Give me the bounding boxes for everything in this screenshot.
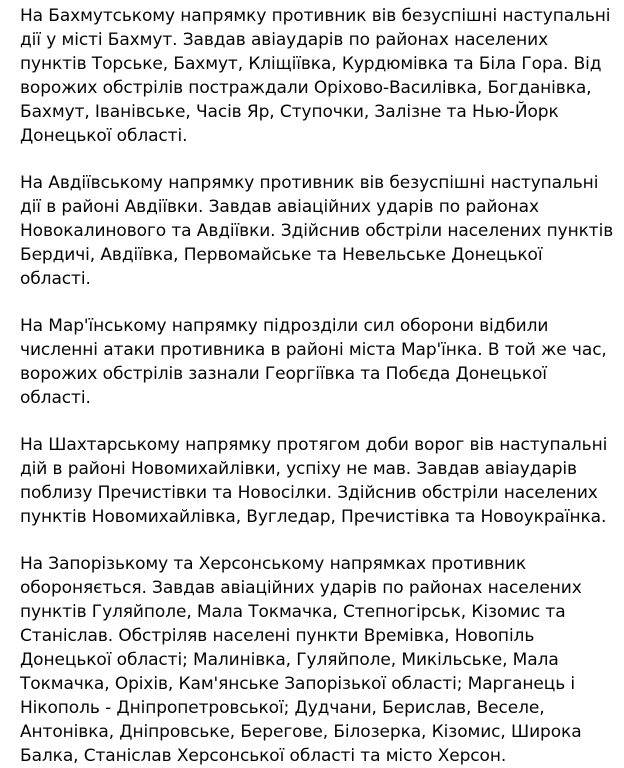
paragraph-marinka: На Мар'їнському напрямку підрозділи сил оборони відбили численні атаки противника в районі міста Мар'їнка. В той же час, ворожих обстрілів зазнали Георгіївка та Побєда Донецької області.: [20, 316, 607, 408]
paragraph-avdiivka: На Авдіївському напрямку противник вів безуспішні наступальні дії в районі Авдіївки. Завдав авіаційних ударів по районах Новокалинового та Авдіївки. Здійснив обстріли населених пунктів Бердичі, Авдіївка, Первомайське та Невельське Донецької області.: [20, 173, 614, 289]
paragraph-bakhmut: На Бахмутському напрямку противник вів безуспішні наступальні дії у місті Бахмут. Завдав авіаударів по районах населених пунктів Торське, Бахмут, Кліщіївка, Курдюмівка та Біла Гора. Від ворожих обстрілів постраждали Оріхово-Василівка, Богданівка, Бахмут, Іванівське, Часів Яр, Ступочки, Залізне та Нью-Йорк Донецької області.: [20, 6, 611, 146]
paragraph-shakhtarsk: На Шахтарському напрямку протягом доби ворог вів наступальні дій в районі Новомихайлівки, успіху не мав. Завдав авіаударів поблизу Пречистівки та Новосілки. Здійснив обстріли населених пунктів Новомихайлівка, Вугледар, Пречистівка та Новоукраїнка.: [20, 435, 608, 527]
paragraph-zaporizhzhia-kherson: На Запорізькому та Херсонському напрямках противник обороняється. Завдав авіаційних ударів по районах населених пунктів Гуляйполе, Мала Токмачка, Степногірськ, Кізомис та Станіслав. Обстріляв населені пункти Времівка, Новопіль Донецької області; Малинівка, Гуляйполе, Микільське, Мала Токмачка, Оріхів, Кам'янське Запорізької області; Марганець і Нікополь - Дніпропетровської; Дудчани, Берислав, Веселе, Антонівка, Дніпровське, Берегове, Білозерка, Кізомис, Широка Балка, Станіслав Херсонської області та місто Херсон.: [20, 554, 582, 766]
